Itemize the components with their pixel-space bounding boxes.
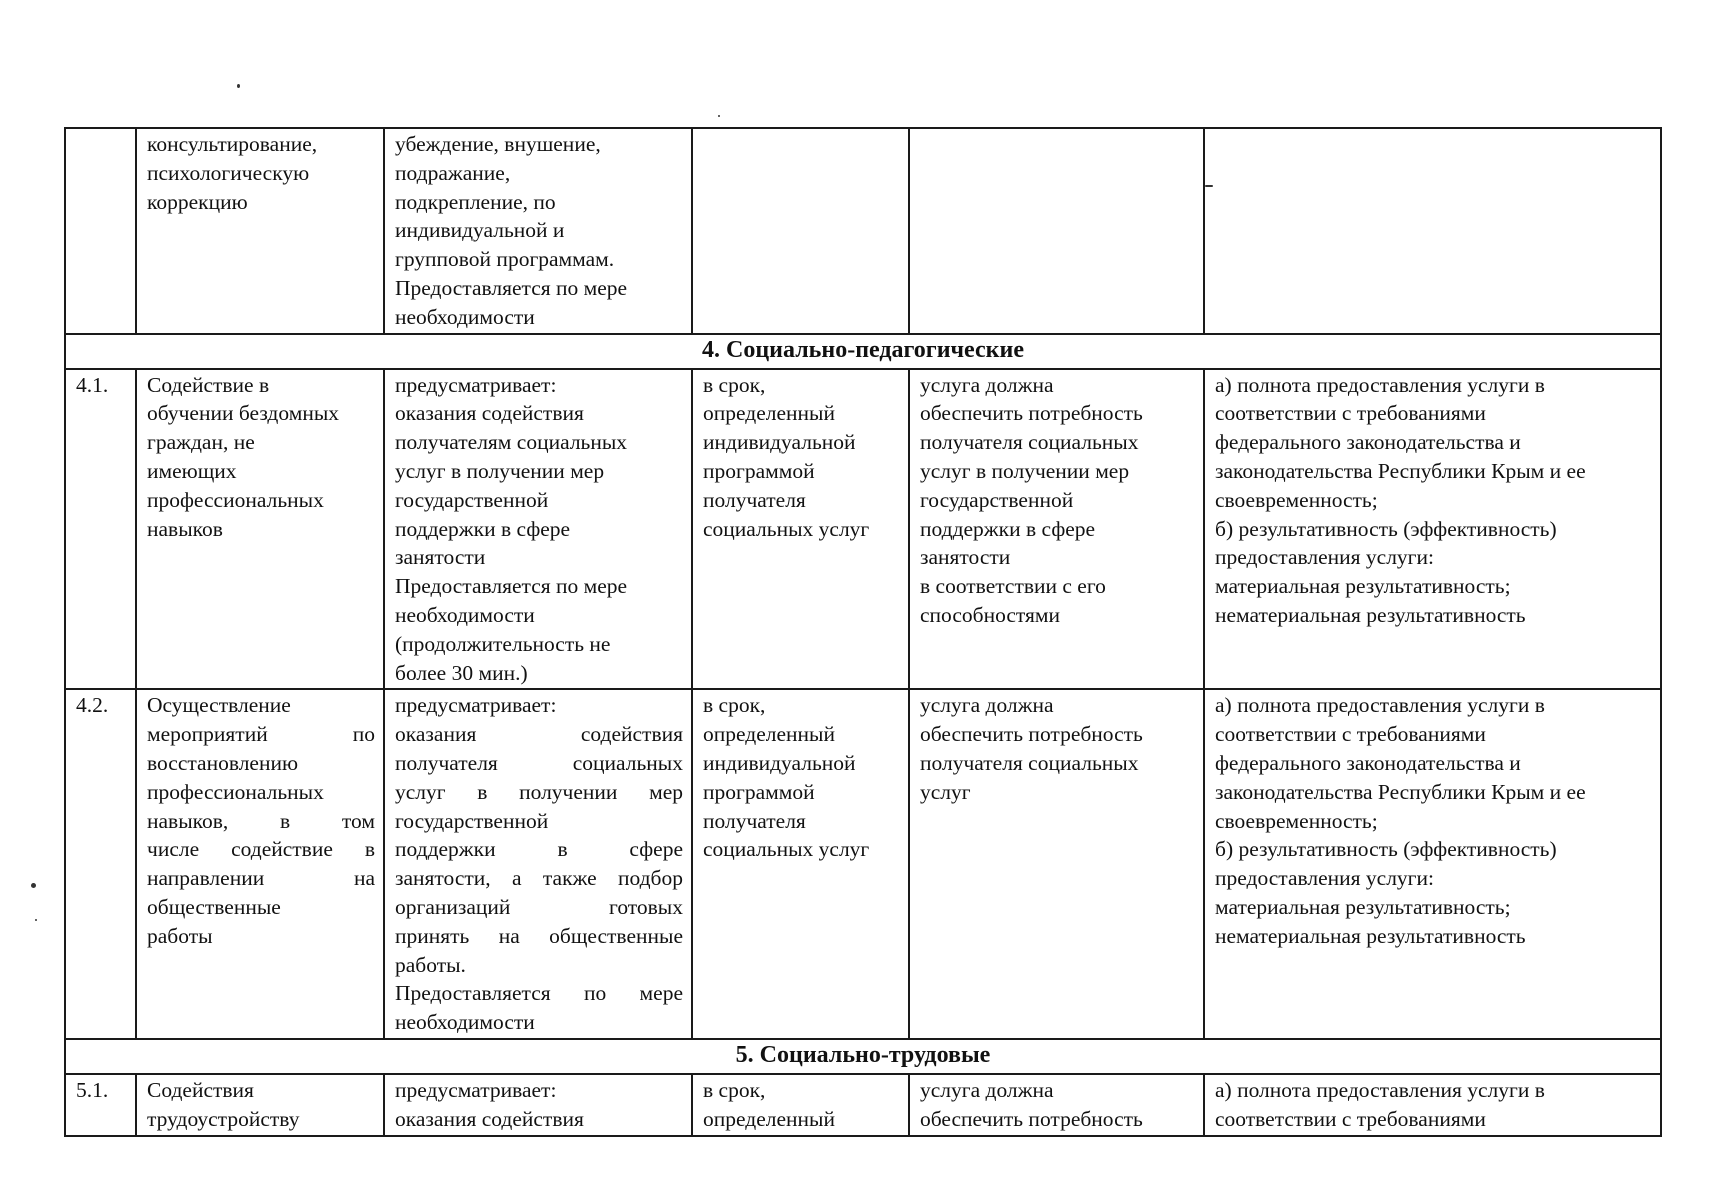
text-line: предоставления услуги: — [1215, 866, 1434, 891]
cell-service-description — [384, 128, 692, 334]
text-line: оказания содействия — [395, 401, 584, 426]
text-line: профессиональных — [147, 487, 324, 512]
cell-service-name — [136, 1074, 384, 1136]
section-header-row — [65, 334, 1661, 369]
cell-service-term — [692, 689, 909, 1039]
text-line: необходимости — [395, 304, 535, 329]
text-line: услуг в получении мер — [395, 779, 683, 804]
text-line: предоставления услуги: — [1215, 545, 1434, 570]
text-line: индивидуальной — [703, 750, 856, 775]
text-line: в соответствии с его — [920, 574, 1106, 599]
text-line: необходимости — [395, 1010, 535, 1035]
text-line: государственной — [395, 487, 549, 512]
text-line: числе содействие в — [147, 837, 375, 862]
text-line: федерального законодательства и — [1215, 750, 1521, 775]
text-line: имеющих — [147, 458, 237, 483]
text-line: предусматривает: — [395, 693, 557, 718]
table-row — [65, 369, 1661, 690]
text-line: мероприятий по — [147, 722, 375, 747]
table-row — [65, 689, 1661, 1039]
text-line: подражание, — [395, 160, 511, 185]
text-line: определенный — [703, 401, 835, 426]
text-line: (продолжительность не — [395, 631, 611, 656]
text-line: Предоставляется по мере — [395, 574, 628, 599]
text-line: восстановлению — [147, 750, 299, 775]
text-line: а) полнота предоставления услуги в — [1215, 372, 1545, 397]
text-line: индивидуальной — [703, 430, 856, 455]
text-line: государственной — [395, 808, 549, 833]
cell-service-volume — [909, 1074, 1204, 1136]
text-line: социальных услуг — [703, 516, 870, 541]
text-line: психологическую — [147, 160, 310, 185]
text-line: занятости — [920, 545, 1011, 570]
text-line: федерального законодательства и — [1215, 430, 1521, 455]
cell-quality-criteria — [1204, 689, 1661, 1039]
cell-num: 4.1. — [65, 369, 136, 690]
text-line: законодательства Республики Крым и ее — [1215, 458, 1586, 483]
cell-service-term — [692, 128, 909, 334]
text-line: соответствии с требованиями — [1215, 722, 1486, 747]
cell-service-name — [136, 128, 384, 334]
text-line: соответствии с требованиями — [1215, 401, 1486, 426]
text-line: получателя — [703, 487, 806, 512]
cell-service-name — [136, 689, 384, 1039]
text-line: соответствии с требованиями — [1215, 1106, 1486, 1131]
text-line: б) результативность (эффективность) — [1215, 837, 1557, 862]
text-line: в срок, — [703, 693, 766, 718]
text-line: необходимости — [395, 602, 535, 627]
text-line: услуга должна — [920, 1077, 1054, 1102]
text-line: в срок, — [703, 1077, 766, 1102]
text-line: программой — [703, 458, 815, 483]
text-line: получателя социальных — [920, 750, 1139, 775]
text-line: услуга должна — [920, 693, 1054, 718]
text-line: предусматривает: — [395, 372, 557, 397]
text-line: услуг — [920, 779, 971, 804]
text-line: получателя — [703, 808, 806, 833]
cell-service-description — [384, 689, 692, 1039]
text-line: профессиональных — [147, 779, 324, 804]
cell-service-volume — [909, 689, 1204, 1039]
text-line: консультирование, — [147, 132, 318, 156]
text-line: более 30 мин.) — [395, 660, 528, 685]
text-line: Предоставляется по мере — [395, 275, 628, 300]
text-line: поддержки в сфере — [395, 837, 683, 862]
text-line: услуг в получении мер — [395, 458, 605, 483]
text-line: получателя социальных — [920, 430, 1139, 455]
text-line: поддержки в сфере — [395, 516, 571, 541]
cell-quality-criteria — [1204, 369, 1661, 690]
text-line: получателям социальных — [395, 430, 628, 455]
scan-speck — [31, 883, 36, 888]
text-line: а) полнота предоставления услуги в — [1215, 693, 1545, 718]
section-title: 4. Социально-педагогические — [65, 334, 1661, 369]
text-line: законодательства Республики Крым и ее — [1215, 779, 1586, 804]
text-line: Осуществление — [147, 693, 291, 718]
text-line: а) полнота предоставления услуги в — [1215, 1077, 1545, 1102]
section-header-row — [65, 1039, 1661, 1074]
text-line: в срок, — [703, 372, 766, 397]
text-line: обеспечить потребность — [920, 1106, 1143, 1131]
text-line: Содействие в — [147, 372, 270, 397]
text-line: предусматривает: — [395, 1077, 557, 1102]
text-line: занятости, а также подбор — [395, 866, 683, 891]
text-line: определенный — [703, 722, 835, 747]
text-line: материальная результативность; — [1215, 574, 1511, 599]
table-row — [65, 1074, 1661, 1136]
text-line: получателя социальных — [395, 750, 683, 775]
text-line: групповой программам. — [395, 247, 615, 272]
text-line: своевременность; — [1215, 487, 1378, 512]
text-line: услуга должна — [920, 372, 1054, 397]
text-line: направлении на — [147, 866, 375, 891]
cell-service-term — [692, 369, 909, 690]
text-line: государственной — [920, 487, 1074, 512]
text-line: организаций готовых — [395, 894, 683, 919]
table-row-continuation — [65, 128, 1661, 334]
cell-service-term — [692, 1074, 909, 1136]
text-line: нематериальная результативность — [1215, 923, 1526, 948]
text-line: поддержки в сфере — [920, 516, 1096, 541]
section-title: 5. Социально-трудовые — [65, 1039, 1661, 1074]
text-line: трудоустройству — [147, 1106, 300, 1131]
text-line: обеспечить потребность — [920, 401, 1143, 426]
text-line: материальная результативность; — [1215, 894, 1511, 919]
cell-service-volume — [909, 369, 1204, 690]
text-line: общественные — [147, 894, 281, 919]
text-line: оказания содействия — [395, 722, 683, 747]
cell-quality-criteria — [1204, 1074, 1661, 1136]
cell-service-volume — [909, 128, 1204, 334]
text-line: определенный — [703, 1106, 835, 1131]
scan-speck — [237, 84, 240, 88]
cell-service-description — [384, 369, 692, 690]
text-line: навыков — [147, 516, 223, 541]
text-line: социальных услуг — [703, 837, 870, 862]
text-line: программой — [703, 779, 815, 804]
text-line: обеспечить потребность — [920, 722, 1143, 747]
text-line: работы — [147, 923, 213, 948]
cell-service-description — [384, 1074, 692, 1136]
scan-speck — [718, 115, 720, 117]
text-line: граждан, не — [147, 430, 255, 455]
text-line: Предоставляется по мере — [395, 981, 683, 1006]
text-line: своевременность; — [1215, 808, 1378, 833]
text-line: коррекцию — [147, 189, 248, 214]
text-line: оказания содействия — [395, 1106, 584, 1131]
cell-num: 5.1. — [65, 1074, 136, 1136]
text-line: нематериальная результативность — [1215, 602, 1526, 627]
text-line: принять на общественные — [395, 923, 683, 948]
text-line: б) результативность (эффективность) — [1215, 516, 1557, 541]
cell-quality-criteria — [1204, 128, 1661, 334]
cell-service-name — [136, 369, 384, 690]
text-line: Содействия — [147, 1077, 254, 1102]
services-table — [64, 127, 1662, 1137]
text-line: занятости — [395, 545, 486, 570]
text-line: способностями — [920, 602, 1061, 627]
text-line: подкрепление, по — [395, 189, 556, 214]
cell-num — [65, 128, 136, 334]
text-line: индивидуальной и — [395, 218, 565, 243]
text-line: обучении бездомных — [147, 401, 340, 426]
cell-num: 4.2. — [65, 689, 136, 1039]
text-line: услуг в получении мер — [920, 458, 1130, 483]
text-line: работы. — [395, 952, 466, 977]
scan-speck — [35, 919, 37, 921]
text-line: навыков, в том — [147, 808, 375, 833]
text-line: убеждение, внушение, — [395, 132, 601, 156]
